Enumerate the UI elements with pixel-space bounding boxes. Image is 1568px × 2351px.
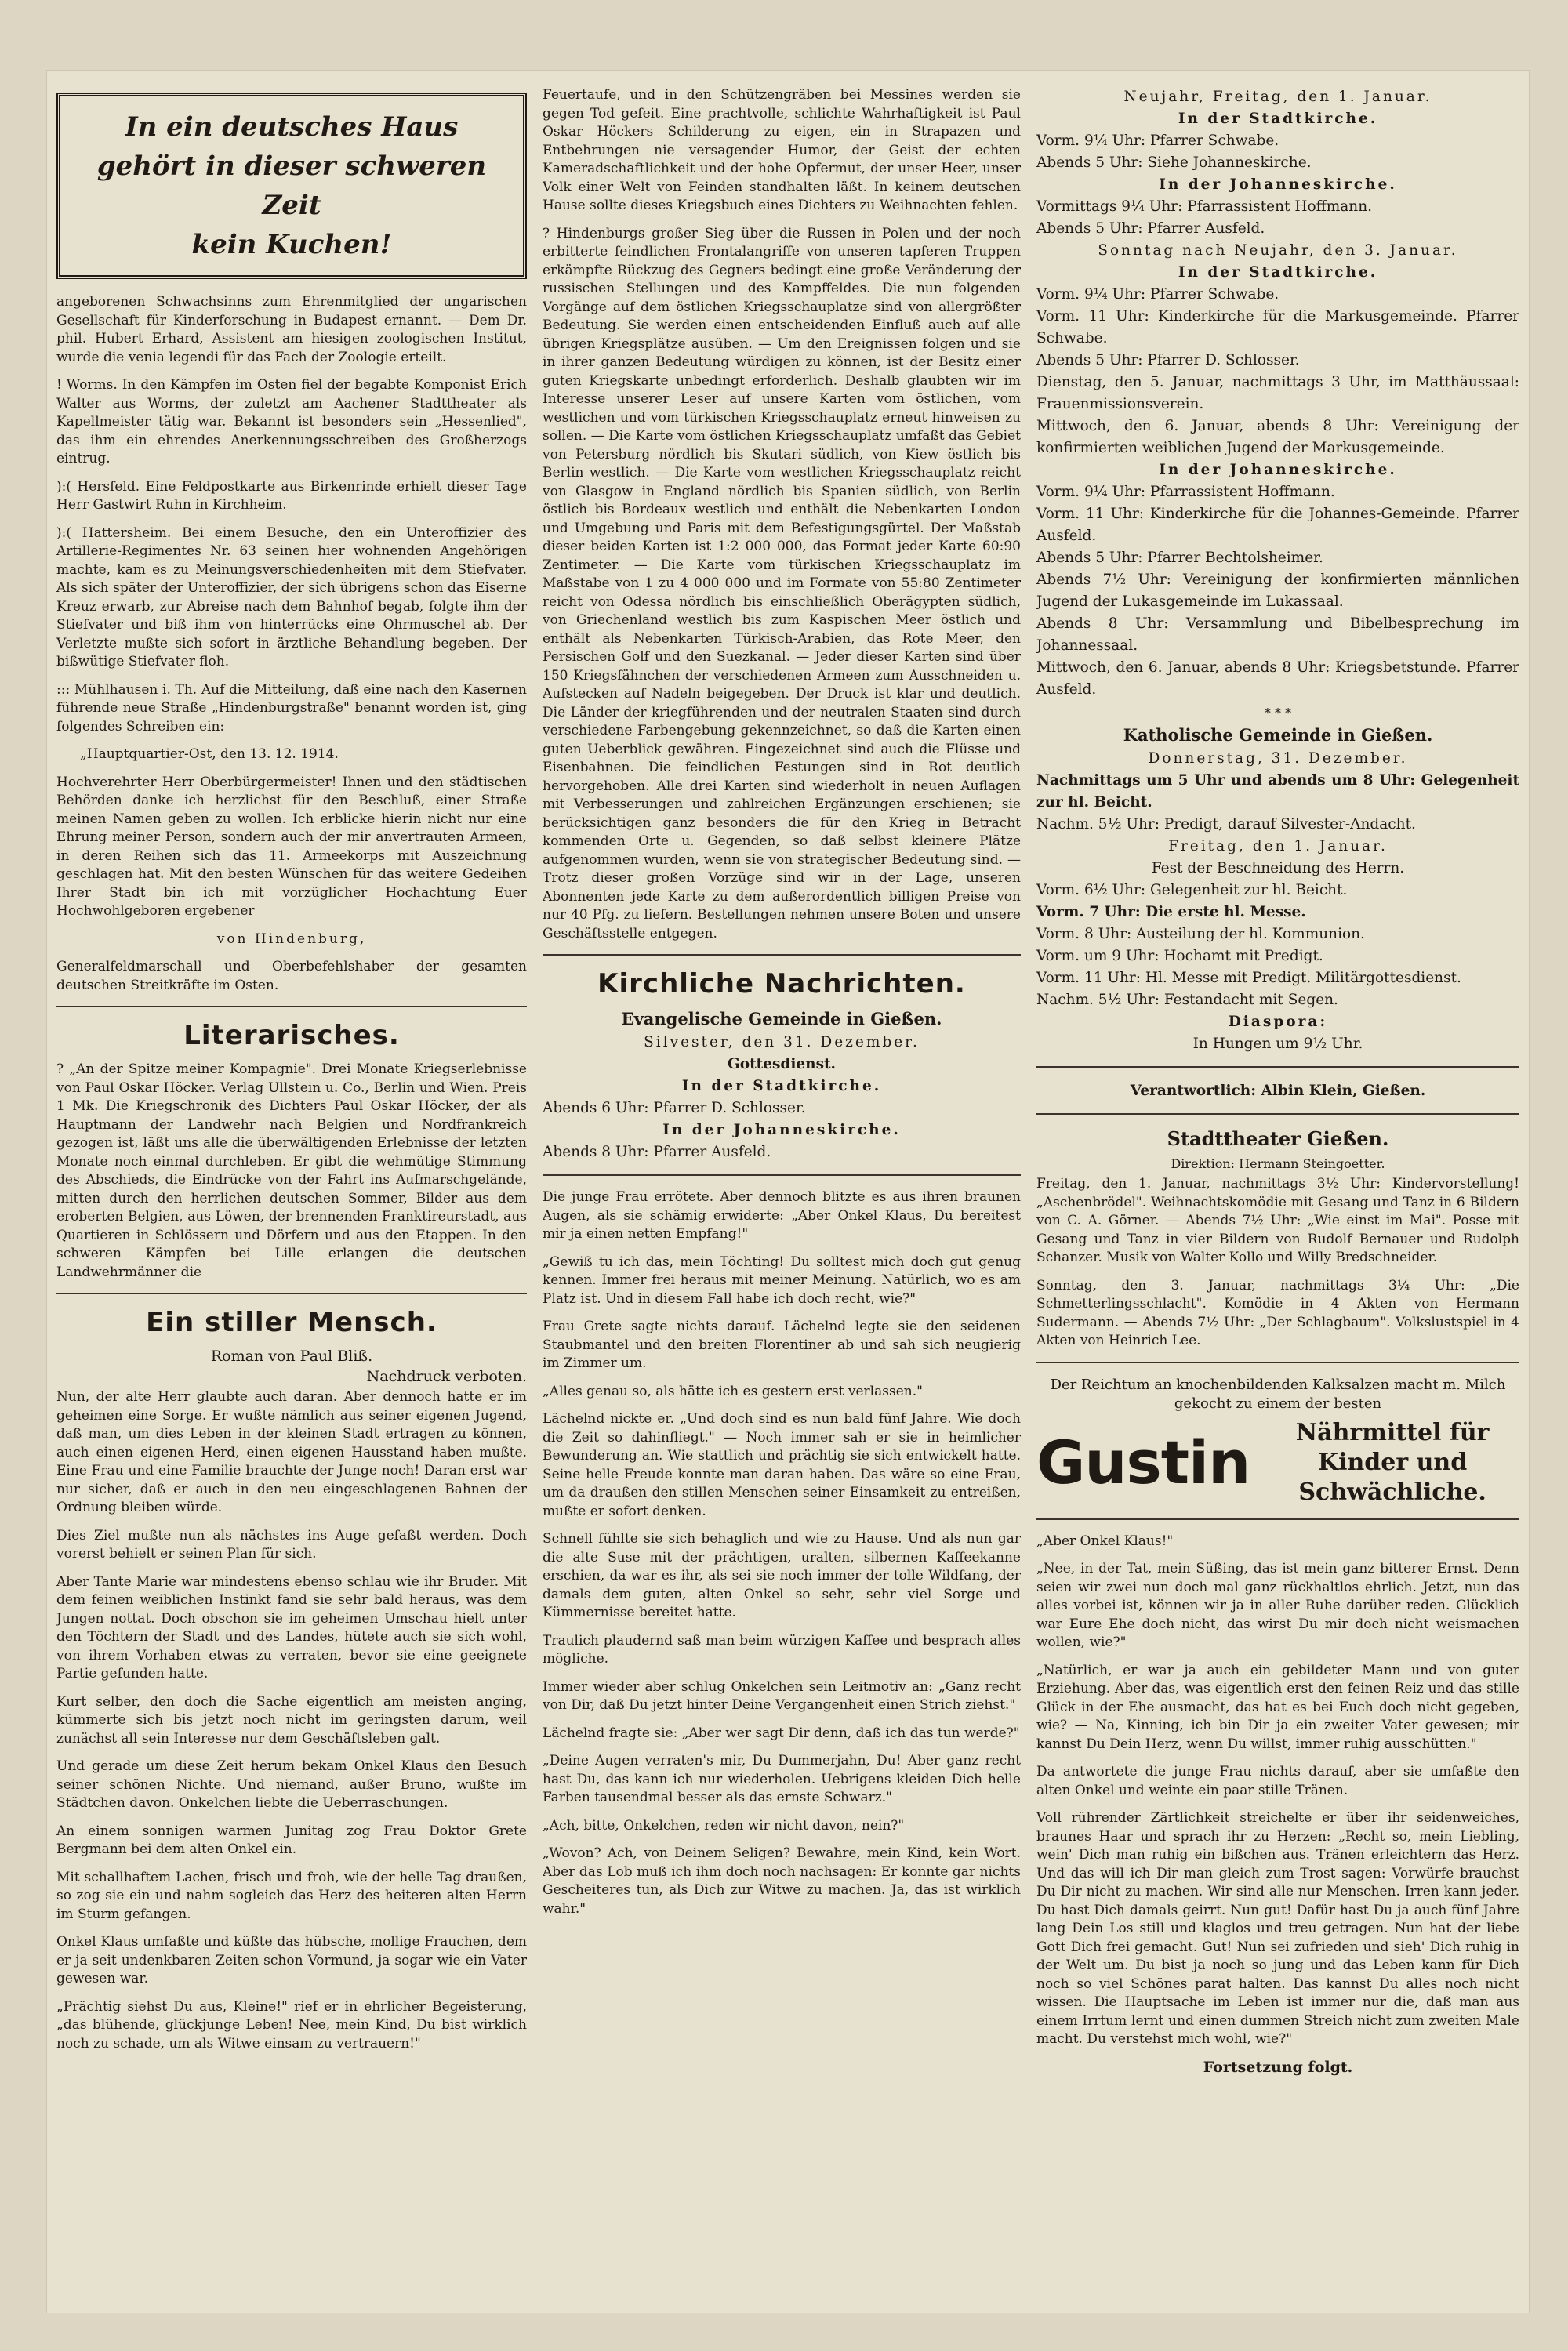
section-divider (56, 1006, 527, 1007)
church-line: In der Johanneskirche. (1159, 462, 1397, 478)
catholic-heading: Katholische Gemeinde in Gießen. (1123, 725, 1433, 745)
serial-paragraph: Lächelnd fragte sie: „Aber wer sagt Dir denn, daß ich das tun werde?" (543, 1725, 1020, 1741)
church-line: Abends 8 Uhr: Pfarrer Ausfeld. (543, 1144, 771, 1160)
ad-intro: Der Reichtum an knochenbildenden Kalksalzen macht m. Milch gekocht zu einem der besten (1050, 1376, 1506, 1412)
church-line: In der Stadtkirche. (1178, 264, 1378, 281)
church-line: Vorm. 9¼ Uhr: Pfarrer Schwabe. (1036, 132, 1279, 149)
church-news-heading: Kirchliche Nachrichten. (597, 968, 966, 1000)
section-divider (56, 1293, 527, 1294)
serial-title: Ein stiller Mensch. (146, 1307, 437, 1338)
section-divider (1036, 1113, 1519, 1115)
theater-director: Direktion: Hermann Steingoetter. (1171, 1156, 1385, 1171)
letter-date: „Hauptquartier-Ost, den 13. 12. 1914. (80, 746, 339, 762)
serial-note: Nachdruck verboten. (366, 1368, 527, 1385)
serial-paragraph: Voll rührender Zärtlichkeit streichelte er über ihr seidenweiches, braunes Haar und sprach ihr zu Herzen: „Recht so, mein Liebling, wein' Dich man ruhig ein bißchen aus. Tränen erleichtern das Herz. Und das will ich Dir man gleich zum Trost sagen: Vorwürfe brauchst Du Dir nicht zu machen. Wir sind alle nur Menschen. Irren kann jeder. Du hast Dich damals geirrt. Nun gut! Dafür hast Du ja auch fünf Jahre lang Dein Los still und klaglos und treu getragen. Nun hat der liebe Gott Dich frei gemacht. Gut! Nun sei zufrieden und sieh' Dich ruhig in der Welt um. Du bist ja noch so jung und das Leben kann für Dich noch so viel Schönes parat halten. Das kannst Du alles noch nicht wissen. Die Hauptsache im Leben ist immer nur die, daß man aus einem Irrtum lernt und einen dummen Streich nicht zum zweiten Male macht. Du verstehst mich wohl, wie?" (1036, 1810, 1519, 2047)
serial-text (56, 1388, 527, 2053)
theater-heading: Stadttheater Gießen. (1167, 1127, 1389, 1150)
letter-signature: von Hindenburg, (216, 931, 367, 947)
section-divider (543, 954, 1021, 956)
church-line: Abends 8 Uhr: Versammlung und Bibelbesprechung im Johannessaal. (1036, 615, 1519, 654)
church-line: In der Stadtkirche. (1178, 111, 1378, 127)
church-line: Dienstag, den 5. Januar, nachmittags 3 Uhr, im Matthäussaal: Frauenmissionsverein. (1036, 374, 1519, 412)
continued-note: Fortsetzung folgt. (1203, 2058, 1353, 2076)
church-line: Silvester, den 31. Dezember. (644, 1034, 920, 1050)
catholic-line: Vorm. 6½ Uhr: Gelegenheit zur hl. Beicht. (1036, 882, 1348, 898)
church-line: Vorm. 11 Uhr: Kinderkirche für die Johannes-Gemeinde. Pfarrer Ausfeld. (1036, 506, 1519, 544)
serial-paragraph: Und gerade um diese Zeit herum bekam Onkel Klaus den Besuch seiner schönen Nichte. Und niemand, außer Bruno, wußte im Städtchen davon. Onkelchen liebte die Ueberraschungen. (56, 1758, 527, 1811)
letter-title: Generalfeldmarschall und Oberbefehlshaber der gesamten deutschen Streitkräfte im Osten. (56, 959, 527, 993)
church-line: Neujahr, Freitag, den 1. Januar. (1123, 89, 1432, 105)
serial-paragraph: „Gewiß tu ich das, mein Töchting! Du solltest mich doch gut genug kennen. Immer frei heraus mit meiner Meinung. Natürlich, wo es am Platz ist. Und in diesem Fall habe ich doch recht, wie?" (543, 1254, 1021, 1307)
serial-paragraph: Dies Ziel mußte nun als nächstes ins Auge gefaßt werden. Doch vorerst behielt er seinen Plan für sich. (56, 1527, 527, 1562)
column-left (56, 86, 527, 2281)
catholic-line: Freitag, den 1. Januar. (1168, 838, 1388, 854)
church-line: Mittwoch, den 6. Januar, abends 8 Uhr: Vereinigung der konfirmierten weiblichen Jugend der Markusgemeinde. (1036, 418, 1519, 456)
serial-subtitle: Roman von Paul Bliß. (210, 1348, 373, 1365)
serial-paragraph: Frau Grete sagte nichts darauf. Lächelnd legte sie den seidenen Staubmantel und den breiten Florentiner ab und sah sich neugierig im Zimmer um. (543, 1319, 1021, 1371)
church-line: In der Stadtkirche. (681, 1078, 882, 1094)
theater-paragraph: Sonntag, den 3. Januar, nachmittags 3¼ Uhr: „Die Schmetterlingsschlacht". Komödie in 4 Akten von Hermann Sudermann. — Abends 7½ Uhr: „Der Schlagbaum". Volkslustspiel in 4 Akten von Heinrich Lee. (1036, 1277, 1519, 1348)
news-paragraph: angeborenen Schwachsinns zum Ehrenmitglied der ungarischen Gesellschaft für Kinderforschung in Budapest ernannt. — Dem Dr. phil. Hubert Erhard, Assistent am hiesigen zoologischen Institut, wurde die venia legendi für das Fach der Zoologie erteilt. (56, 294, 527, 365)
catholic-line: Vorm. um 9 Uhr: Hochamt mit Predigt. (1036, 948, 1323, 964)
section-divider (1036, 1362, 1519, 1363)
catholic-line: Donnerstag, 31. Dezember. (1148, 750, 1408, 767)
church-line: Mittwoch, den 6. Januar, abends 8 Uhr: Kriegsbetstunde. Pfarrer Ausfeld. (1036, 659, 1519, 698)
literarisches-heading: Literarisches. (183, 1020, 400, 1051)
serial-text-final (1036, 1533, 1519, 2049)
church-line: Abends 5 Uhr: Pfarrer Ausfeld. (1036, 220, 1265, 237)
church-line: In der Johanneskirche. (1159, 176, 1397, 193)
serial-paragraph: Nun, der alte Herr glaubte auch daran. Aber dennoch hatte er im geheimen eine Sorge. Er wußte nämlich aus seiner eigenen Jugend, daß man, um dies Leben in der kleinen Stadt ertragen zu können, auch einen eigenen Herd, einen eigenen Hausstand haben mußte. Eine Frau und eine Familie brauchte der Junge noch! Daran erst war nur sicher, daß er auch in den neu eingeschlagenen Bahnen der Ordnung bleiben würde. (56, 1389, 527, 1515)
gustin-logo: Gustin (1036, 1427, 1250, 1497)
church-line: Abends 5 Uhr: Siehe Johanneskirche. (1036, 154, 1312, 171)
war-map-paragraph: ? Hindenburgs großer Sieg über die Russen in Polen und der noch erbitterte feindlichen Frontalangriffe von unseren tapferen Truppen erkämpfte Rückzug des Gegners bedingt eine große Veränderung der russischen Stellungen und des Kampffeldes. Die nun folgenden Vorgänge auf dem östlichen Kriegsschauplatze sind von allergrößter Bedeutung. Sie werden einen entscheidenden Einfluß auch auf alle übrigen Kriegsplätze ausüben. — Um den Ereignissen folgen und sie in ihrer ganzen Bedeutung würdigen zu können, ist der Besitz einer guten Kriegskarte unbedingt erforderlich. Deshalb glaubten wir im Interesse unserer Leser auf unsere Karten vom östlichen, vom westlichen und vom türkischen Kriegsschauplatz erneut hinweisen zu sollen. — Die Karte vom östlichen Kriegsschauplatz umfaßt das Gebiet von Petersburg nördlich bis Skutari südlich, von Kiew östlich bis Berlin westlich. — Die Karte vom westlichen Kriegsschauplatz reicht von Glasgow in England nördlich bis Spanien südlich, von Berlin östlich bis Bordeaux westlich und enthält die Nebenkarten London und Umgebung und Paris mit dem Befestigungsgürtel. Der Maßstab dieser beiden Karten ist 1:2 000 000, das Format jeder Karte 60:90 Zentimeter. — Die Karte vom türkischen Kriegsschauplatz im Maßstabe von 1 zu 4 000 000 und im Formate von 55:80 Zentimeter reicht von Odessa nördlich bis einschließlich Oberägypten südlich, von Griechenland westlich bis zum Kaspischen Meer östlich und enthält als Nebenkarten Türkisch-Arabien, das Rote Meer, den Persischen Golf und den Suezkanal. — Jeder dieser Karten sind über 150 Kriegsfähnchen der verschiedenen Armeen zum Ausschneiden u. Aufstecken auf Nadeln beigegeben. Der Druck ist klar und deutlich. Die Länder der kriegführenden und der neutralen Staaten sind durch verschiedene Farbengebung gekennzeichnet, so daß die Karten einen guten Ueberblick gewähren. Eingezeichnet sind auch die Flüsse und Eisenbahnen. Die feindlichen Festungen sind in Rot deutlich hervorgehoben. Alle drei Karten sind wiederholt in neuen Auflagen mit Verbesserungen und zahlreichen Ergänzungen erschienen; sie berücksichtigen ganz besonders die für den Krieg in Betracht kommenden Orte u. Gegenden, so daß selbst kleinere Plätze aufgenommen wurden, wenn sie von strategischer Bedeutung sind. — Trotz dieser großen Vorzüge sind wir in der Lage, unseren Abonnenten jede Karte zu dem außerordentlich billigen Preise von nur 40 Pfg. zu liefern. Bestellungen nehmen unsere Boten und unsere Geschäftsstelle entgegen. (543, 225, 1021, 941)
serial-paragraph: Mit schallhaftem Lachen, frisch und froh, wie der helle Tag draußen, so zog sie ein und nahm sogleich das Herz des heiteren alten Herrn im Sturm gefangen. (56, 1869, 527, 1922)
evangelical-heading: Evangelische Gemeinde in Gießen. (621, 1009, 942, 1029)
ad-line: In ein deutsches Haus (125, 111, 459, 143)
serial-paragraph: Traulich plaudernd saß man beim würzigen Kaffee und besprach alles mögliche. (543, 1632, 1021, 1667)
serial-paragraph: An einem sonnigen warmen Junitag zog Frau Doktor Grete Bergmann bei dem alten Onkel ein. (56, 1823, 527, 1857)
serial-paragraph: „Alles genau so, als hätte ich es gestern erst verlassen." (543, 1383, 923, 1399)
catholic-line: Nachm. 5½ Uhr: Predigt, darauf Silvester-Andacht. (1036, 816, 1416, 833)
serial-paragraph: „Natürlich, er war ja auch ein gebildeter Mann und von guter Erziehung. Aber das, was eigentlich erst den feinen Reiz und das stille Glück in der Ehe ausmacht, das hat es bei Euch doch nicht gegeben, wie? — Na, Kinning, ich bin Dir ja ein zweiter Vater gewesen; mir kannst Du Dein Herz, wenn Du willst, immer ruhig ausschütten." (1036, 1662, 1519, 1752)
serial-paragraph: „Deine Augen verraten's mir, Du Dummerjahn, Du! Aber ganz recht hast Du, das kann ich nur wiederholen. Uebrigens kleiden Dich helle Farben tausendmal besser als das ernste Schwarz." (543, 1753, 1021, 1805)
kuchen-ad (56, 93, 527, 279)
ad-claim-line: Nährmittel für (1295, 1418, 1490, 1446)
section-divider (1036, 1518, 1519, 1520)
catholic-line: Diaspora: (1228, 1014, 1328, 1030)
section-divider (543, 1174, 1021, 1176)
church-line: Sonntag nach Neujahr, den 3. Januar. (1098, 242, 1458, 259)
church-line: Abends 5 Uhr: Pfarrer D. Schlosser. (1036, 352, 1300, 368)
serial-paragraph: „Nee, in der Tat, mein Süßing, das ist mein ganz bitterer Ernst. Denn seien wir zwei nun doch mal ganz rückhaltlos ehrlich. Jetzt, nun das alles vorbei ist, können wir ja in aller Ruhe darüber reden. Glücklich war Eure Ehe doch nicht, das wirst Du mir doch nicht weismachen wollen, wie?" (1036, 1561, 1519, 1650)
serial-paragraph: Immer wieder aber schlug Onkelchen sein Leitmotiv an: „Ganz recht von Dir, daß Du jetzt hinter Deine Vergangenheit einen Strich ziehst." (543, 1678, 1021, 1713)
news-paragraph: ):( Hersfeld. Eine Feldpostkarte aus Birkenrinde erhielt dieser Tage Herr Gastwirt Ruhn in Kirchheim. (56, 478, 527, 513)
serial-paragraph: Onkel Klaus umfaßte und küßte das hübsche, mollige Frauchen, dem er ja seit undenkbaren Zeiten schon Vormund, ja sogar wie ein Vater gewesen war. (56, 1934, 527, 1986)
letter-body: Hochverehrter Herr Oberbürgermeister! Ihnen und den städtischen Behörden danke ich herzlichst für den Beschluß, einer Straße meinen Namen geben zu wollen. Ich erblicke hierin nicht nur eine Ehrung meiner Person, sondern auch der mir anvertrauten Armeen, in deren Reihen sich das 11. Armeekorps mit Auszeichnung geschlagen hat. Mit den besten Wünschen für das weitere Gedeihen Ihrer Stadt bin ich mit vorzüglicher Hochachtung Euer Hochwohlgeboren ergebener (56, 774, 527, 919)
serial-paragraph: Aber Tante Marie war mindestens ebenso schlau wie ihr Bruder. Mit dem feinen weiblichen Instinkt fand sie sehr bald heraus, was dem Jungen nottat. Doch obschon sie im geheimen Umschau hielt unter den Töchtern der Stadt und des Landes, hütete auch sie sich wohl, von ihrem Vorhaben etwas zu verraten, bevor sie eine geeignete Partie gefunden hatte. (56, 1573, 527, 1682)
catholic-line: Vorm. 7 Uhr: Die erste hl. Messe. (1036, 904, 1306, 920)
church-line: Abends 5 Uhr: Pfarrer Bechtolsheimer. (1036, 550, 1323, 566)
ad-line: kein Kuchen! (191, 229, 392, 260)
serial-paragraph: „Prächtig siehst Du aus, Kleine!" rief er in ehrlicher Begeisterung, „das blühende, glückjunge Leben! Nee, mein Kind, Du bist wirklich noch zu schade, um als Witwe einsam zu vertrauern!" (56, 1998, 527, 2052)
catholic-line: Nachm. 5½ Uhr: Festandacht mit Segen. (1036, 992, 1338, 1008)
catholic-line: Nachmittags um 5 Uhr und abends um 8 Uhr: Gelegenheit zur hl. Beicht. (1036, 772, 1519, 811)
ornament-stars: * * * (1264, 706, 1292, 720)
catholic-line: Fest der Beschneidung des Herrn. (1151, 860, 1405, 876)
serial-paragraph: Kurt selber, den doch die Sache eigentlich am meisten anging, kümmerte sich bis jetzt noch nicht im geringsten darum, weil zunächst all sein Interesse nur dem Geschäftsleben galt. (56, 1693, 527, 1747)
ad-line: gehört in dieser schweren Zeit (96, 151, 487, 221)
serial-paragraph: Lächelnd nickte er. „Und doch sind es nun bald fünf Jahre. Wie doch die Zeit so dahinfliegt." — Noch immer sah er sie in heimlicher Bewunderung an. Wie stattlich und prächtig sie sich entwickelt hatte. Seine helle Freude konnte man daran haben. Das wäre so eine Frau, um da draußen den stillen Menschen seiner Einsamkeit zu entreißen, mußte er sofort denken. (543, 1411, 1021, 1519)
book-review-paragraph: Feuertaufe, und in den Schützengräben bei Messines werden sie gegen Tod gefeit. Eine prachtvolle, schlichte Wahrhaftigkeit ist Paul Oskar Höckers Schilderung zu eigen, ein in Strapazen und Entbehrungen nie versagender Humor, der Geist der echten Kameradschaftlichkeit und der hohe Opfermut, der unser Heer, unser Volk einer Welt von Feinden standhalten läßt. In keinem deutschen Hause sollte dieses Kriegsbuch eines Dichters zu Weihnachten fehlen. (543, 87, 1021, 213)
church-line: Gottesdienst. (727, 1056, 836, 1072)
news-paragraph: ::: Mühlhausen i. Th. Auf die Mitteilung, daß eine nach den Kasernen führende neue Straße „Hindenburgstraße" benannt worden ist, ging folgendes Schreiben ein: (56, 681, 527, 735)
theater-paragraph: Freitag, den 1. Januar, nachmittags 3½ Uhr: Kindervorstellung! „Aschenbrödel". Weihnachtskomödie mit Gesang und Tanz in 6 Bildern von C. A. Görner. — Abends 7½ Uhr: „Wie einst im Mai". Posse mit Gesang und Tanz in vier Bildern von Rudolf Bernauer und Rudolph Schanzer. Musik von Walter Kollo und Willy Bredschneider. (1036, 1176, 1519, 1265)
serial-text-continued (543, 1188, 1021, 1918)
serial-paragraph: „Ach, bitte, Onkelchen, reden wir nicht davon, nein?" (543, 1817, 905, 1834)
ad-claim-line: Kinder und Schwächliche. (1298, 1448, 1486, 1506)
serial-paragraph: Da antwortete die junge Frau nichts darauf, aber sie umfaßte den alten Onkel und weinte ein paar stille Tränen. (1036, 1764, 1519, 1798)
serial-paragraph: „Wovon? Ach, von Deinem Seligen? Bewahre, mein Kind, kein Wort. Aber das Lob muß ich ihm doch noch nachsagen: Er konnte gar nichts Gescheiteres tun, als Dich zur Witwe zu machen. Ja, das ist wirklich wahr." (543, 1845, 1021, 1917)
church-line: Vorm. 9¼ Uhr: Pfarrer Schwabe. (1036, 286, 1279, 303)
catholic-line: In Hungen um 9½ Uhr. (1192, 1036, 1363, 1052)
news-paragraph: ! Worms. In den Kämpfen im Osten fiel der begabte Komponist Erich Walter aus Worms, der zuletzt am Aachener Stadttheater als Kapellmeister tätig war. Bekannt ist besonders sein „Hessenlied", das ihm ein ehrendes Anerkennungsschreiben des Großherzogs eintrug. (56, 377, 527, 466)
responsible-editor: Verantwortlich: Albin Klein, Gießen. (1130, 1083, 1426, 1099)
column-right (1036, 86, 1519, 2281)
gustin-ad (1036, 1376, 1519, 1507)
literarisches-paragraph: ? „An der Spitze meiner Kompagnie". Drei Monate Kriegserlebnisse von Paul Oskar Höcker. Verlag Ullstein u. Co., Berlin und Wien. Preis 1 Mk. Die Kriegschronik des Dichters Paul Oskar Höcker, der als Hauptmann der Landwehr nach Belgien und Nordfrankreich gezogen ist, läßt uns alle die überwältigenden Erlebnisse der letzten Monate noch einmal durchleben. Er gibt die wehmütige Stimmung des Abschieds, die Eindrücke von der Fahrt ins Aufmarschgelände, mitten durch den herrlichen deutschen Sommer, Bilder aus dem eroberten Belgien, aus Löwen, der brennenden Franktireurstadt, aus Quartieren in Schlössern und Dörfern und aus den Etappen. In den schweren Kämpfen bei Lille erlangen die deutschen Landwehrmänner die (56, 1061, 527, 1280)
catholic-line: Vorm. 8 Uhr: Austeilung der hl. Kommunion. (1036, 926, 1365, 942)
serial-paragraph: Schnell fühlte sie sich behaglich und wie zu Hause. Und als nun gar die alte Suse mit der prächtigen, uralten, silbernen Kaffeekanne erschien, da war es ihr, als sei sie noch immer der tolle Wildfang, der damals dem guten, alten Onkel so sehr, sehr viel Sorge und Kümmernisse bereitet hatte. (543, 1531, 1021, 1620)
news-paragraph: ):( Hattersheim. Bei einem Besuche, den ein Unteroffizier des Artillerie-Regimentes Nr. 63 seinen hier wohnenden Angehörigen machte, kam es zu Meinungsverschiedenheiten mit dem Stiefvater. Als sich später der Unteroffizier, der sich übrigens schon das Eiserne Kreuz erwarb, zur Abreise nach dem Bahnhof begab, folgte ihm der Stiefvater und biß ihm von hinterrücks eine Ohrmuschel ab. Der Verletzte mußte sich sofort in ärztliche Behandlung begeben. Der bißwütige Stiefvater floh. (56, 524, 527, 669)
catholic-line: Vorm. 11 Uhr: Hl. Messe mit Predigt. Militärgottesdienst. (1036, 970, 1461, 986)
church-line: Abends 7½ Uhr: Vereinigung der konfirmierten männlichen Jugend der Lukasgemeinde im Lukassaal. (1036, 571, 1519, 610)
column-middle (543, 86, 1021, 2281)
serial-paragraph: Die junge Frau errötete. Aber dennoch blitzte es aus ihren braunen Augen, als sie schämig erwiderte: „Aber Onkel Klaus, Du bereitest mir ja einen netten Empfang!" (543, 1189, 1021, 1242)
ad-claim (1265, 1418, 1519, 1507)
serial-paragraph: „Aber Onkel Klaus!" (1036, 1533, 1174, 1549)
church-line: Abends 6 Uhr: Pfarrer D. Schlosser. (543, 1100, 806, 1116)
church-line: Vorm. 11 Uhr: Kinderkirche für die Markusgemeinde. Pfarrer Schwabe. (1036, 308, 1519, 346)
church-line: Vorm. 9¼ Uhr: Pfarrassistent Hoffmann. (1036, 484, 1335, 500)
section-divider (1036, 1066, 1519, 1068)
newspaper-page (47, 71, 1529, 2313)
church-line: In der Johanneskirche. (662, 1122, 901, 1138)
church-line: Vormittags 9¼ Uhr: Pfarrassistent Hoffmann. (1036, 198, 1373, 215)
local-news (56, 293, 527, 995)
